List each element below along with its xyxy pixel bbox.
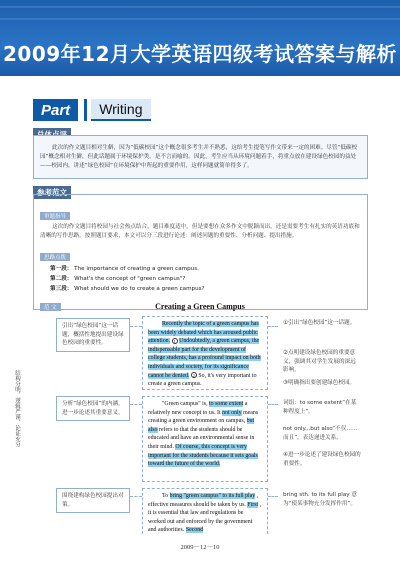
right-note-1: ①引出“绿色校园”这一话题。 [283,320,356,326]
connector-line [268,326,278,327]
paragraph-text: a relatively new concept to us. It [148,401,248,416]
left-note-1: 引出“绿色校园”这一话题，概括性地提出建设绿色校园的重要性。 [56,318,130,352]
outline-item [40,284,361,294]
page-footer-date: 2009－12－10 [180,544,220,551]
marker-circle: 1 [173,338,176,344]
analysis-tag: 审题指导 [40,212,70,220]
part-name: Writing [91,99,150,121]
paragraph-text: refers to that the students should be educated and have an environmental sense in their mind. [148,426,255,450]
right-note-4: 词组：to some extent“在某种程度上”。 [283,400,357,415]
essay-paragraph-2 [142,396,268,482]
header-banner [0,0,400,76]
highlight-text: not only [222,409,242,416]
right-note-5: not only...but also“不仅……而且”，表达递进关系。 [283,426,358,441]
outline-text: What should we do to create a green campus? [74,286,205,292]
outline-num: 第二段： [50,276,73,282]
essay-paragraph-1 [142,316,268,390]
highlight-text: but also [148,418,255,433]
paragraph-text: To [162,493,169,499]
part-divider [84,99,87,121]
highlight-text: Second [185,527,204,534]
essay-tag: 范 文 [40,303,61,311]
paragraph-text: So, it's very important to create a green campus. [148,372,257,388]
essay-paragraph-3 [142,488,268,534]
left-note-3: 围绕建构绿色校园提出对策。 [56,488,130,513]
sample-tag: 参考范文 [33,186,71,199]
outline-text: What's the concept of "green campus"? [74,276,186,282]
connector-line [268,496,278,497]
sample-box [33,194,368,310]
outline-item [40,264,361,274]
paragraph-text: , effective measures should be taken by us. [148,493,259,508]
banner-stripe [0,18,400,20]
page-title: 2009年12月大学英语四级考试答案与解析 [3,42,397,66]
connector-line [130,496,142,497]
paragraph-text: "Green campus" is, [162,401,208,407]
right-note-3: ③明确指出要创建绿色校园。 [283,380,356,386]
outline-item [40,274,361,284]
highlight-text: to some extent [209,401,244,407]
essay-title: Creating a Green Campus [155,302,245,311]
left-note-2: 分析“绿色校园”的内涵，进一步论述其重要意义。 [56,396,130,421]
highlight-text: bring "green campus" to its full play [169,493,256,499]
connector-line [130,404,142,405]
highlight-text: First [247,501,259,508]
outline-num: 第一段： [50,266,73,272]
outline-num: 第三段： [50,286,73,292]
connector-line [268,404,278,405]
analysis-text: 这次的作文题目将校园与社会热点结合，题目难度适中，但是要想在众多作文中脱颖而出，还是需要考生有扎实的英语功底和清晰的写作思路。按照题目要求，本文可以分三段进行论述：阐述问题的重要性、分析问题、提出措施。 [40,224,360,239]
highlight-text: Recently the topic of a green campus has been widely debated which has aroused public attention. [148,321,259,345]
highlight-text: Of course, this concept is very important for the students because it sets goals toward the future of the world. [148,443,258,468]
banner-stripe [0,6,400,8]
highlight-text: Undoubtedly, a green campus, the indispensable part for the development of college students, has a profound impact on both individuals and society, for its significance cannot be denied. [148,338,261,379]
outline-text: The importance of creating a green campus. [74,266,199,272]
part-label: Part [33,99,78,121]
summary-box [33,135,368,179]
paragraph-text: , it is essential that law and regulations be worked out and enforced by the government and authorities. [148,501,262,534]
structure-note: 结构分明，逻辑严谨，论证充分 [14,370,20,447]
marker-circle: 2 [192,373,195,379]
outline-tag: 思路点拨 [40,253,70,261]
paragraph-text: means creating a green environment on campus, [148,409,259,425]
summary-text: 此次的作文题目相对生僻，因为“低碳校园”这个概念很多考生并不熟悉，这给考生提笔写作文带来一定的困难。尽管“低碳校园”概念相对生僻，但此话题属于环境保护类，是不言而喻的。因此，考生应当从环境问题着手，将重点放在建设绿色校园的益处——校园内，讲述“绿色校园”在环境保护中所起的重要作用，这样问题就简单得多了。 [40,145,358,169]
right-note-2: ②点明建设绿色校园的重要意义，强调其对学生发展的深远影响。 [283,350,356,373]
right-note-6: ④进一步论述了建设绿色校园的重要性。 [283,452,361,467]
part-header [33,98,155,122]
right-note-7: bring sth. to its full play 意为“使某事物充分发挥作用”。 [283,492,357,507]
connector-line [130,326,142,327]
